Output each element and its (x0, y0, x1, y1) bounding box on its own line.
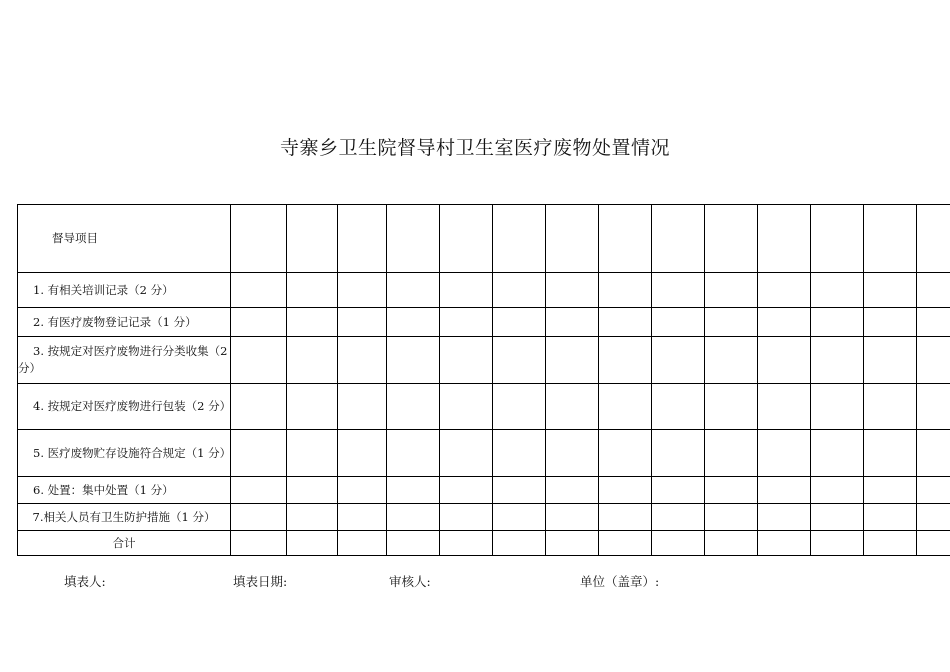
score-cell[interactable] (599, 308, 652, 337)
score-cell[interactable] (652, 504, 705, 531)
total-cell[interactable] (493, 531, 546, 556)
header-cell[interactable] (440, 205, 493, 273)
score-cell[interactable] (287, 337, 338, 384)
score-cell[interactable] (864, 430, 917, 477)
score-cell[interactable] (652, 384, 705, 430)
score-cell[interactable] (917, 504, 950, 531)
score-cell[interactable] (546, 430, 599, 477)
score-cell[interactable] (440, 430, 493, 477)
score-cell[interactable] (338, 504, 387, 531)
score-cell[interactable] (287, 430, 338, 477)
item-label: 3. 按规定对医疗废物进行分类收集（2 分） (18, 337, 231, 384)
score-cell[interactable] (917, 273, 950, 308)
item-label: 5. 医疗废物贮存设施符合规定（1 分） (18, 430, 231, 477)
score-cell[interactable] (387, 504, 440, 531)
score-cell[interactable] (440, 477, 493, 504)
table-row (18, 337, 950, 384)
score-cell[interactable] (705, 477, 758, 504)
score-cell[interactable] (493, 477, 546, 504)
score-cell[interactable] (546, 384, 599, 430)
total-cell[interactable] (705, 531, 758, 556)
score-cell[interactable] (493, 337, 546, 384)
score-cell[interactable] (864, 337, 917, 384)
item-label: 2. 有医疗废物登记记录（1 分） (18, 308, 231, 337)
score-cell[interactable] (705, 504, 758, 531)
score-cell[interactable] (758, 430, 811, 477)
score-cell[interactable] (864, 384, 917, 430)
score-cell[interactable] (546, 477, 599, 504)
total-cell[interactable] (440, 531, 493, 556)
header-cell[interactable] (705, 205, 758, 273)
document-title: 寺寨乡卫生院督导村卫生室医疗废物处置情况 (279, 137, 670, 159)
score-cell[interactable] (493, 430, 546, 477)
item-label: 6. 处置：集中处置（1 分） (18, 477, 231, 504)
header-cell[interactable] (917, 205, 950, 273)
score-cell[interactable] (705, 308, 758, 337)
total-row (18, 531, 950, 556)
table-row (18, 430, 950, 477)
score-cell[interactable] (338, 384, 387, 430)
total-cell[interactable] (338, 531, 387, 556)
score-cell[interactable] (917, 477, 950, 504)
score-cell[interactable] (231, 384, 287, 430)
score-cell[interactable] (599, 384, 652, 430)
score-cell[interactable] (811, 477, 864, 504)
score-cell[interactable] (705, 273, 758, 308)
score-cell[interactable] (440, 384, 493, 430)
score-cell[interactable] (338, 273, 387, 308)
total-cell[interactable] (758, 531, 811, 556)
score-cell[interactable] (287, 384, 338, 430)
header-cell[interactable] (758, 205, 811, 273)
table-row (18, 477, 950, 504)
header-cell[interactable] (387, 205, 440, 273)
score-cell[interactable] (758, 384, 811, 430)
total-cell[interactable] (599, 531, 652, 556)
score-cell[interactable] (758, 504, 811, 531)
header-cell[interactable] (864, 205, 917, 273)
score-cell[interactable] (493, 504, 546, 531)
score-cell[interactable] (546, 273, 599, 308)
score-cell[interactable] (493, 308, 546, 337)
score-cell[interactable] (864, 308, 917, 337)
score-cell[interactable] (864, 477, 917, 504)
score-cell[interactable] (338, 430, 387, 477)
score-cell[interactable] (546, 504, 599, 531)
filler-label: 填表人: (64, 574, 106, 589)
score-cell[interactable] (758, 337, 811, 384)
score-cell[interactable] (652, 308, 705, 337)
unit-seal-label: 单位（盖章）: (580, 574, 660, 589)
score-cell[interactable] (652, 477, 705, 504)
score-cell[interactable] (440, 504, 493, 531)
score-cell[interactable] (338, 308, 387, 337)
score-cell[interactable] (440, 337, 493, 384)
score-cell[interactable] (652, 430, 705, 477)
total-cell[interactable] (387, 531, 440, 556)
score-cell[interactable] (231, 337, 287, 384)
total-cell[interactable] (652, 531, 705, 556)
score-cell[interactable] (811, 384, 864, 430)
score-cell[interactable] (287, 504, 338, 531)
score-cell[interactable] (387, 477, 440, 504)
score-cell[interactable] (546, 337, 599, 384)
score-cell[interactable] (387, 308, 440, 337)
score-cell[interactable] (231, 430, 287, 477)
score-cell[interactable] (917, 430, 950, 477)
score-cell[interactable] (705, 430, 758, 477)
score-cell[interactable] (338, 337, 387, 384)
score-cell[interactable] (811, 430, 864, 477)
table-row (18, 273, 950, 308)
score-cell[interactable] (705, 384, 758, 430)
header-cell[interactable] (287, 205, 338, 273)
header-cell[interactable] (493, 205, 546, 273)
item-label: 4. 按规定对医疗废物进行包装（2 分） (18, 384, 231, 430)
total-label: 合计 (18, 531, 231, 556)
score-cell[interactable] (231, 273, 287, 308)
score-cell[interactable] (231, 504, 287, 531)
score-cell[interactable] (864, 273, 917, 308)
total-cell[interactable] (546, 531, 599, 556)
table-row (18, 504, 950, 531)
score-cell[interactable] (387, 337, 440, 384)
header-cell[interactable] (231, 205, 287, 273)
score-cell[interactable] (231, 308, 287, 337)
score-cell[interactable] (758, 308, 811, 337)
score-cell[interactable] (811, 308, 864, 337)
reviewer-label: 审核人: (389, 574, 431, 589)
score-cell[interactable] (758, 273, 811, 308)
score-cell[interactable] (917, 384, 950, 430)
total-cell[interactable] (231, 531, 287, 556)
fill-date-label: 填表日期: (233, 574, 288, 589)
table-row (18, 384, 950, 430)
score-cell[interactable] (599, 430, 652, 477)
score-cell[interactable] (440, 308, 493, 337)
item-label: 7.相关人员有卫生防护措施（1 分） (18, 504, 231, 531)
score-cell[interactable] (599, 477, 652, 504)
score-cell[interactable] (599, 337, 652, 384)
score-cell[interactable] (493, 273, 546, 308)
total-cell[interactable] (287, 531, 338, 556)
score-cell[interactable] (758, 477, 811, 504)
score-cell[interactable] (599, 273, 652, 308)
score-cell[interactable] (287, 477, 338, 504)
score-cell[interactable] (864, 504, 917, 531)
score-cell[interactable] (338, 477, 387, 504)
score-cell[interactable] (811, 273, 864, 308)
supervision-table (17, 204, 950, 556)
score-cell[interactable] (705, 337, 758, 384)
total-cell[interactable] (864, 531, 917, 556)
score-cell[interactable] (387, 384, 440, 430)
header-row (18, 205, 950, 273)
header-cell[interactable] (652, 205, 705, 273)
score-cell[interactable] (917, 337, 950, 384)
score-cell[interactable] (493, 384, 546, 430)
score-cell[interactable] (652, 273, 705, 308)
total-cell[interactable] (917, 531, 950, 556)
score-cell[interactable] (546, 308, 599, 337)
score-cell[interactable] (440, 273, 493, 308)
score-cell[interactable] (387, 273, 440, 308)
header-cell[interactable] (599, 205, 652, 273)
score-cell[interactable] (599, 504, 652, 531)
header-cell[interactable] (811, 205, 864, 273)
score-cell[interactable] (811, 504, 864, 531)
score-cell[interactable] (287, 273, 338, 308)
score-cell[interactable] (387, 430, 440, 477)
score-cell[interactable] (652, 337, 705, 384)
header-cell[interactable] (338, 205, 387, 273)
header-cell[interactable] (546, 205, 599, 273)
total-cell[interactable] (811, 531, 864, 556)
score-cell[interactable] (287, 308, 338, 337)
table-row (18, 308, 950, 337)
item-label: 1. 有相关培训记录（2 分） (18, 273, 231, 308)
score-cell[interactable] (811, 337, 864, 384)
signature-footer (0, 572, 950, 592)
score-cell[interactable] (917, 308, 950, 337)
header-label: 督导项目 (18, 205, 231, 273)
score-cell[interactable] (231, 477, 287, 504)
